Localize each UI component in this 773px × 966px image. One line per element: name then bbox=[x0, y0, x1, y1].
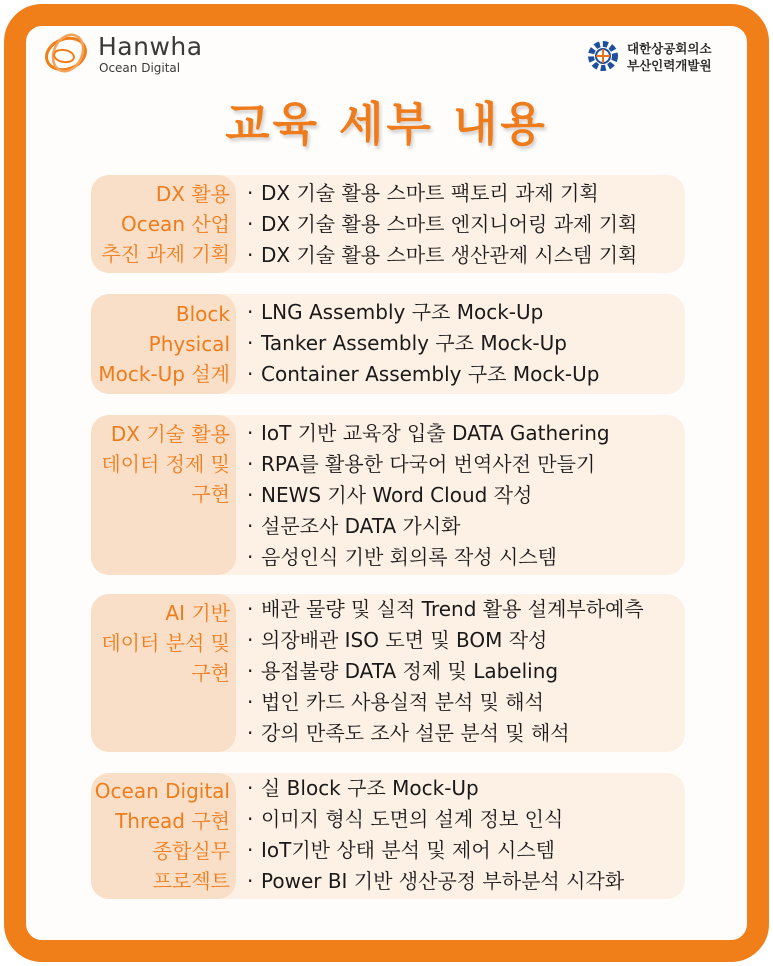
category-line: 구현 bbox=[191, 661, 230, 685]
kcci-logo bbox=[583, 36, 733, 76]
list-item: · 용접불량 DATA 정제 및 Labeling bbox=[247, 659, 559, 683]
list-item: · IoT 기반 교육장 입출 DATA Gathering bbox=[247, 421, 610, 445]
list-item: · 배관 물량 및 실적 Trend 활용 설계부하예측 bbox=[247, 597, 644, 621]
item-list bbox=[247, 297, 685, 390]
section-ai-data bbox=[91, 594, 685, 752]
category-label bbox=[91, 594, 236, 752]
list-item: · 실 Block 구조 Mock-Up bbox=[247, 776, 479, 800]
category-line: Block bbox=[175, 302, 230, 326]
category-line: 데이터 분석 및 bbox=[101, 631, 230, 655]
list-item: · NEWS 기사 Word Cloud 작성 bbox=[247, 483, 533, 507]
brand-name: Hanwha bbox=[98, 32, 203, 61]
category-line: 구현 bbox=[191, 482, 230, 506]
category-label bbox=[91, 294, 236, 394]
section-digital-thread bbox=[91, 773, 685, 899]
section-dx-planning bbox=[91, 175, 685, 273]
category-line: DX 기술 활용 bbox=[110, 422, 230, 446]
category-line: 종합실무 bbox=[152, 839, 230, 863]
list-item: · Container Assembly 구조 Mock-Up bbox=[247, 362, 600, 386]
category-line: 추진 과제 기획 bbox=[101, 242, 230, 266]
category-label bbox=[91, 415, 236, 575]
category-line: Physical bbox=[148, 332, 230, 356]
item-list bbox=[247, 594, 685, 749]
list-item: · 법인 카드 사용실적 분석 및 해석 bbox=[247, 690, 544, 714]
brand-subtitle: Ocean Digital bbox=[99, 61, 181, 75]
item-list bbox=[247, 773, 685, 897]
list-item: · 음성인식 기반 회의록 작성 시스템 bbox=[247, 545, 557, 569]
gear-icon bbox=[583, 36, 623, 76]
list-item: · RPA를 활용한 다국어 번역사전 만들기 bbox=[247, 452, 596, 476]
category-line: Thread 구현 bbox=[115, 809, 230, 833]
hanwha-swirl-icon bbox=[42, 30, 94, 78]
list-item: · 강의 만족도 조사 설문 분석 및 해석 bbox=[247, 721, 570, 745]
item-list bbox=[247, 178, 685, 271]
category-line: Mock-Up 설계 bbox=[98, 362, 230, 386]
category-line: Ocean Digital bbox=[94, 779, 230, 803]
page-title: 교육 세부 내용 bbox=[225, 97, 548, 151]
section-block-mockup bbox=[91, 294, 685, 394]
item-list bbox=[247, 418, 685, 573]
list-item: · IoT기반 상태 분석 및 제어 시스템 bbox=[247, 838, 555, 862]
list-item: · 이미지 형식 도면의 설계 정보 인식 bbox=[247, 807, 564, 831]
section-dx-data bbox=[91, 415, 685, 575]
category-line: AI 기반 bbox=[165, 601, 230, 625]
org-name-line1: 대한상공회의소 bbox=[627, 41, 712, 56]
hanwha-logo bbox=[42, 30, 232, 78]
list-item: · LNG Assembly 구조 Mock-Up bbox=[247, 300, 544, 324]
category-line: 프로젝트 bbox=[152, 869, 230, 893]
category-line: Ocean 산업 bbox=[121, 212, 230, 236]
category-label bbox=[91, 175, 236, 273]
list-item: · Power BI 기반 생산공정 부하분석 시각화 bbox=[247, 869, 625, 893]
category-label bbox=[91, 773, 236, 899]
org-name-line2: 부산인력개발원 bbox=[627, 58, 712, 73]
list-item: · DX 기술 활용 스마트 팩토리 과제 기획 bbox=[247, 181, 599, 205]
list-item: · DX 기술 활용 스마트 엔지니어링 과제 기획 bbox=[247, 212, 638, 236]
category-line: 데이터 정제 및 bbox=[101, 452, 230, 476]
category-line: DX 활용 bbox=[155, 182, 230, 206]
list-item: · 설문조사 DATA 가시화 bbox=[247, 514, 461, 538]
list-item: · 의장배관 ISO 도면 및 BOM 작성 bbox=[247, 628, 548, 652]
list-item: · Tanker Assembly 구조 Mock-Up bbox=[247, 331, 567, 355]
list-item: · DX 기술 활용 스마트 생산관제 시스템 기획 bbox=[247, 243, 638, 267]
